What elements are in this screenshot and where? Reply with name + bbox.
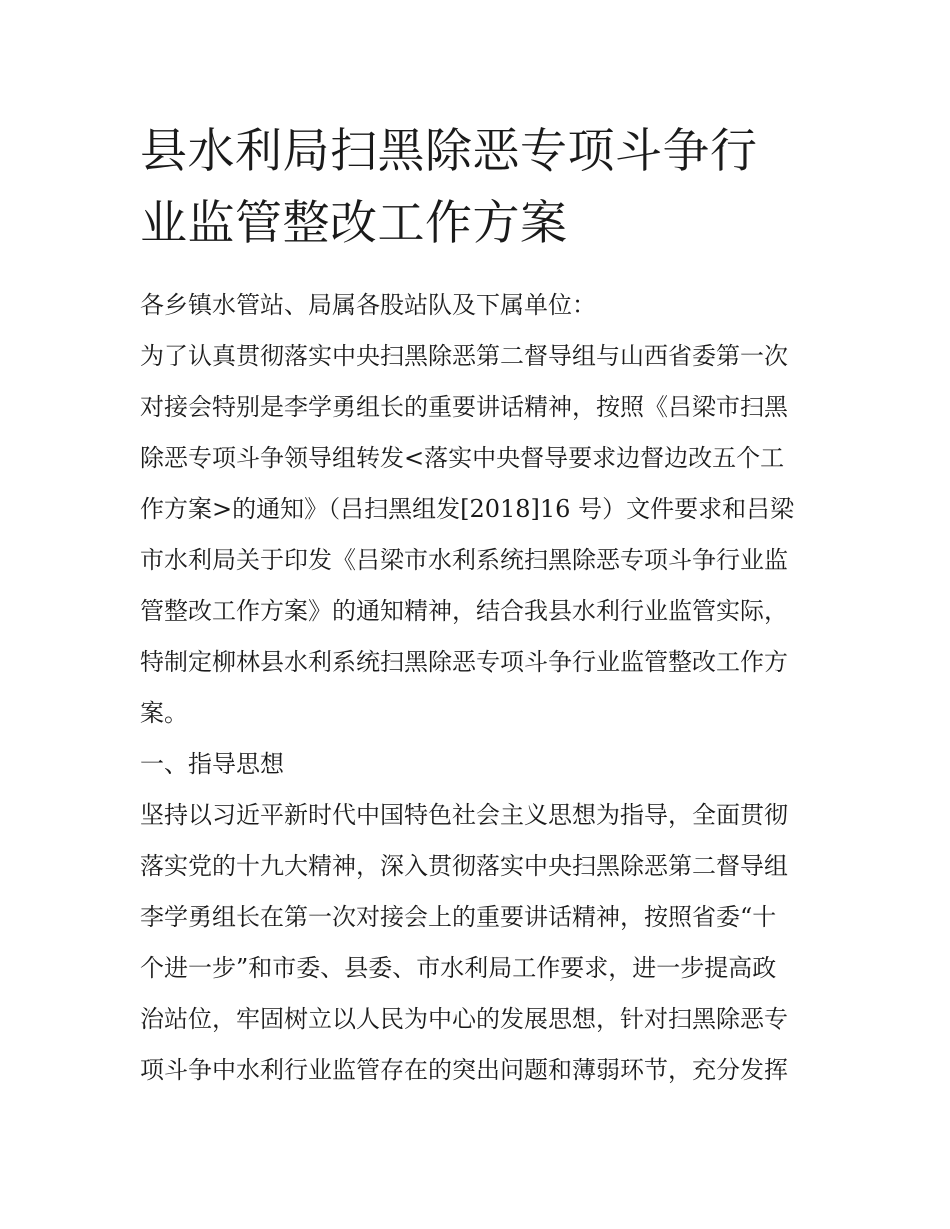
- intro-line: 特制定柳林县水利系统扫黑除恶专项斗争行业监管整改工作方: [140, 648, 788, 676]
- title-line: 县水利局扫黑除恶专项斗争行: [140, 124, 758, 179]
- intro-line: 为了认真贯彻落实中央扫黑除恶第二督导组与山西省委第一次: [140, 342, 788, 370]
- section-line: 落实党的十九大精神，深入贯彻落实中央扫黑除恶第二督导组: [140, 852, 788, 880]
- intro-line: 除恶专项斗争领导组转发<落实中央督导要求边督边改五个工: [140, 444, 785, 472]
- intro-line: 作方案>的通知》（吕扫黑组发[2018]16 号）文件要求和吕梁: [140, 495, 795, 523]
- section-line: 坚持以习近平新时代中国特色社会主义思想为指导，全面贯彻: [140, 801, 788, 829]
- section-line: 项斗争中水利行业监管存在的突出问题和薄弱环节，充分发挥: [140, 1056, 788, 1084]
- section-line: 李学勇组长在第一次对接会上的重要讲话精神，按照省委“十: [140, 903, 777, 931]
- intro-line: 管整改工作方案》的通知精神，结合我县水利行业监管实际，: [140, 597, 788, 625]
- intro-line: 对接会特别是李学勇组长的重要讲话精神，按照《吕梁市扫黑: [140, 393, 788, 421]
- intro-line: 案。: [140, 699, 188, 727]
- salutation: 各乡镇水管站、局属各股站队及下属单位：: [140, 291, 596, 319]
- title-line: 业监管整改工作方案: [140, 196, 568, 251]
- document-title: [140, 116, 820, 260]
- section-line: 个进一步”和市委、县委、市水利局工作要求，进一步提高政: [140, 954, 777, 982]
- section-line: 治站位，牢固树立以人民为中心的发展思想，针对扫黑除恶专: [140, 1005, 788, 1033]
- document-body: [140, 280, 820, 1096]
- intro-line: 市水利局关于印发《吕梁市水利系统扫黑除恶专项斗争行业监: [140, 546, 788, 574]
- section-heading: 一、指导思想: [140, 750, 284, 778]
